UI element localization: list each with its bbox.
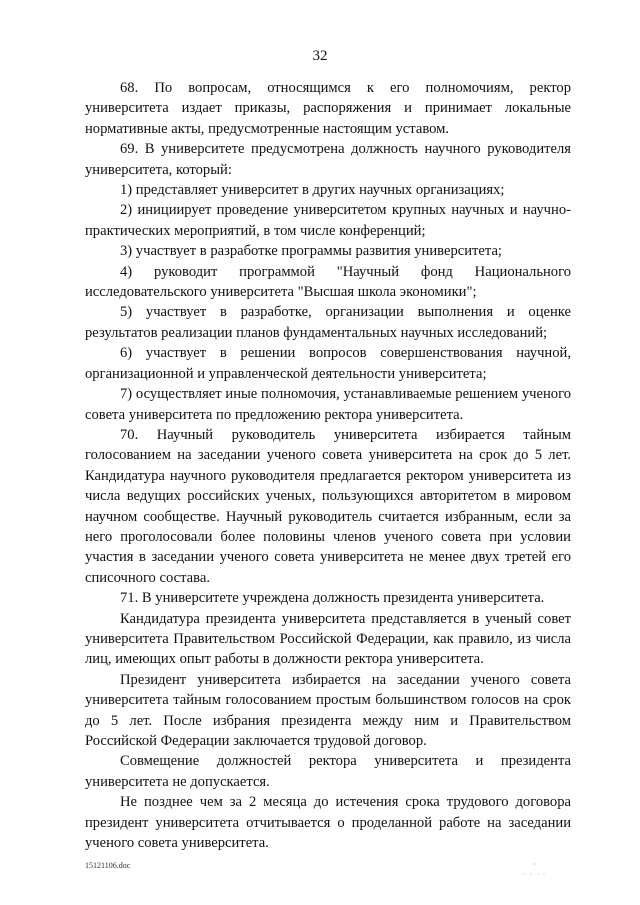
document-body — [85, 78, 571, 853]
paragraph-71-election: Президент университета избирается на заседании ученого совета университета тайным голосованием простым большинством голосов на срок до 5 лет. После избрания президента между ним и Правительством Российской Федерации заключается трудовой договор. — [85, 671, 571, 749]
list-item-4: 4) руководит программой "Научный фонд Национального исследовательского университета "Высшая школа экономики"; — [85, 263, 571, 301]
paragraph-71-combination: Совмещение должностей ректора университета и президента университета не допускается. — [85, 753, 571, 790]
paragraph-69: 69. В университете предусмотрена должность научного руководителя университета, который: — [85, 141, 571, 178]
paragraph-70: 70. Научный руководитель университета избирается тайным голосованием на заседании ученого совета университета на срок до 5 лет. Кандидатура научного руководителя предлагается ректором университета из числа ведущих российских ученых, пользующихся авторитетом в мировом научном сообществе. Научный руководитель считается избранным, если за него проголосовали более половины членов ученого совета при условии участия в заседании ученого совета университета не менее двух третей его списочного состава. — [85, 426, 571, 586]
page-number: 32 — [312, 48, 328, 64]
footer-filename: 15121106.doc — [85, 861, 131, 870]
paragraph-68: 68. По вопросам, относящимся к его полномочиям, ректор университета издает приказы, распоряжения и принимает локальные нормативные акты, предусмотренные настоящим уставом. — [85, 80, 571, 137]
list-item-2: 2) инициирует проведение университетом крупных научных и научно-практических мероприятий, в том числе конференций; — [85, 202, 571, 239]
list-item-3: 3) участвует в разработке программы развития университета; — [120, 243, 502, 260]
list-item-1: 1) представляет университет в других научных организациях; — [120, 182, 505, 199]
scan-marks — [522, 860, 552, 880]
list-item-5: 5) участвует в разработке, организации выполнения и оценке результатов реализации планов фундаментальных научных исследований; — [85, 304, 571, 341]
paragraph-71-report: Не позднее чем за 2 месяца до истечения срока трудового договора президент университета отчитывается о проделанной работе на заседании ученого совета университета. — [85, 794, 571, 852]
paragraph-71: 71. В университете учреждена должность президента университета. — [120, 590, 545, 607]
list-item-6: 6) участвует в решении вопросов совершенствования научной, организационной и управленческой деятельности университета; — [85, 345, 571, 382]
paragraph-71-candidacy: Кандидатура президента университета представляется в ученый совет университета Правительством Российской Федерации, как правило, из числа лиц, имеющих опыт работы в должности ректора университета. — [85, 610, 571, 668]
list-item-7: 7) осуществляет иные полномочия, устанавливаемые решением ученого совета университета по предложению ректора университета. — [85, 386, 571, 423]
